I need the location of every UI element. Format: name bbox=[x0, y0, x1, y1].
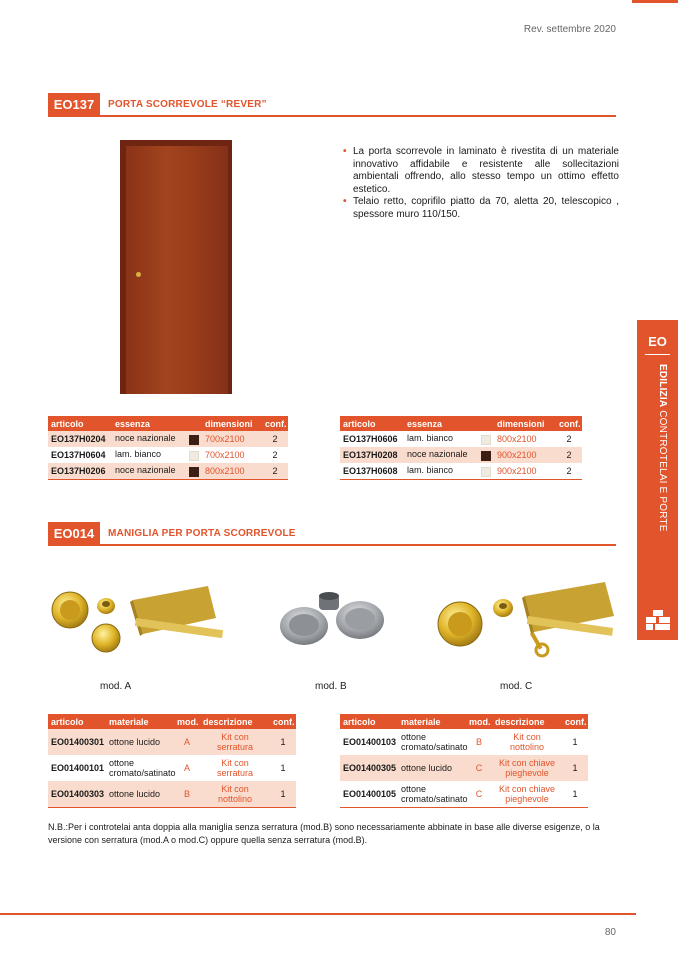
walnut-swatch bbox=[189, 435, 199, 445]
section-header-eo137 bbox=[48, 93, 616, 117]
walnut-swatch bbox=[481, 451, 491, 461]
table-header-row: articolo essenza dimensioni conf. bbox=[48, 416, 288, 431]
handle-table-right bbox=[340, 714, 588, 808]
door-leaf bbox=[126, 146, 228, 394]
side-category-tab bbox=[637, 320, 678, 640]
page-number: 80 bbox=[604, 927, 616, 938]
door-table-right bbox=[340, 416, 582, 480]
table-header-row: articolo essenza dimensioni conf. bbox=[340, 416, 582, 431]
section-rule bbox=[100, 544, 616, 546]
section-code: EO137 bbox=[48, 93, 100, 117]
model-label-a: mod. A bbox=[100, 681, 132, 692]
table-row: EO137H0606 lam. bianco 800x2100 2 bbox=[343, 433, 572, 444]
footer-rule bbox=[0, 913, 636, 915]
white-swatch bbox=[481, 435, 491, 445]
table-row: EO137H0604 lam. bianco 700x2100 2 bbox=[51, 449, 278, 460]
table-row: EO137H0206 noce nazionale 800x2100 2 bbox=[48, 463, 288, 480]
handle-kit-mod-c-image bbox=[430, 572, 620, 662]
bricks-icon bbox=[646, 610, 670, 630]
table-row: EO137H0208 noce nazionale 900x2100 2 bbox=[340, 447, 582, 463]
handle-kit-mod-b-image bbox=[272, 588, 392, 648]
sliding-door-image bbox=[120, 140, 232, 394]
section-rule bbox=[100, 115, 616, 117]
side-tab-code: EO bbox=[648, 334, 667, 349]
side-tab-label: EDILIZIA CONTROTELAI E PORTE bbox=[657, 364, 668, 532]
revision-date: Rev. settembre 2020 bbox=[523, 24, 616, 35]
model-label-c: mod. C bbox=[500, 681, 533, 692]
product-description bbox=[343, 146, 619, 221]
bullet-item: • Telaio retto, coprifilo piatto da 70, aletta 20, telescopico , spessore muro 110/150. bbox=[343, 196, 619, 220]
section-header-eo014 bbox=[48, 522, 616, 546]
top-accent-bar bbox=[632, 0, 678, 3]
white-swatch bbox=[481, 467, 491, 477]
handle-kit-mod-a-image bbox=[48, 578, 228, 658]
section-title: MANIGLIA PER PORTA SCORREVOLE bbox=[108, 528, 296, 539]
door-table-left bbox=[48, 416, 288, 480]
section-code: EO014 bbox=[48, 522, 100, 546]
table-row: EO137H0608 lam. bianco 900x2100 2 bbox=[340, 463, 582, 480]
white-swatch bbox=[189, 451, 199, 461]
bullet-icon: • bbox=[343, 196, 347, 207]
section-title: PORTA SCORREVOLE “REVER” bbox=[108, 99, 267, 110]
walnut-swatch bbox=[189, 467, 199, 477]
footnote: N.B.:Per i controtelai anta doppia alla maniglia senza serratura (mod.B) sono necessariamente abbinate in base alle diverse esigenze, o la versione con serratura (mod.A o mod.C) oppure quella senza serratura (mod.B). bbox=[48, 822, 600, 845]
table-row: EO01400105 ottone cromato/satinato C Kit con chiave pieghevole 1 bbox=[340, 781, 588, 808]
table-row: EO01400303 ottone lucido B Kit con nottolino 1 bbox=[48, 781, 296, 808]
table-row: EO01400103 ottone cromato/satinato B Kit con nottolino 1 bbox=[343, 732, 578, 752]
side-tab-divider bbox=[645, 354, 670, 355]
table-row: EO01400101 ottone cromato/satinato A Kit con serratura 1 bbox=[51, 758, 286, 778]
table-row: EO01400305 ottone lucido C Kit con chiave pieghevole 1 bbox=[340, 755, 588, 781]
bullet-icon: • bbox=[343, 146, 347, 157]
table-header-row: articolo materiale mod. descrizione conf. bbox=[48, 714, 296, 729]
bullet-item: • La porta scorrevole in laminato è rivestita di un materiale innovativo affidabile e resistente alle sollecitazioni ambientali offrendo, allo stesso tempo un ottimo effetto estetico. bbox=[343, 146, 619, 195]
table-row: EO01400301 ottone lucido A Kit con serratura 1 bbox=[48, 729, 296, 755]
door-handle bbox=[136, 272, 141, 277]
handle-table-left bbox=[48, 714, 296, 808]
table-row: EO137H0204 noce nazionale 700x2100 2 bbox=[48, 431, 288, 447]
model-label-b: mod. B bbox=[315, 681, 347, 692]
table-header-row: articolo materiale mod. descrizione conf. bbox=[340, 714, 588, 729]
